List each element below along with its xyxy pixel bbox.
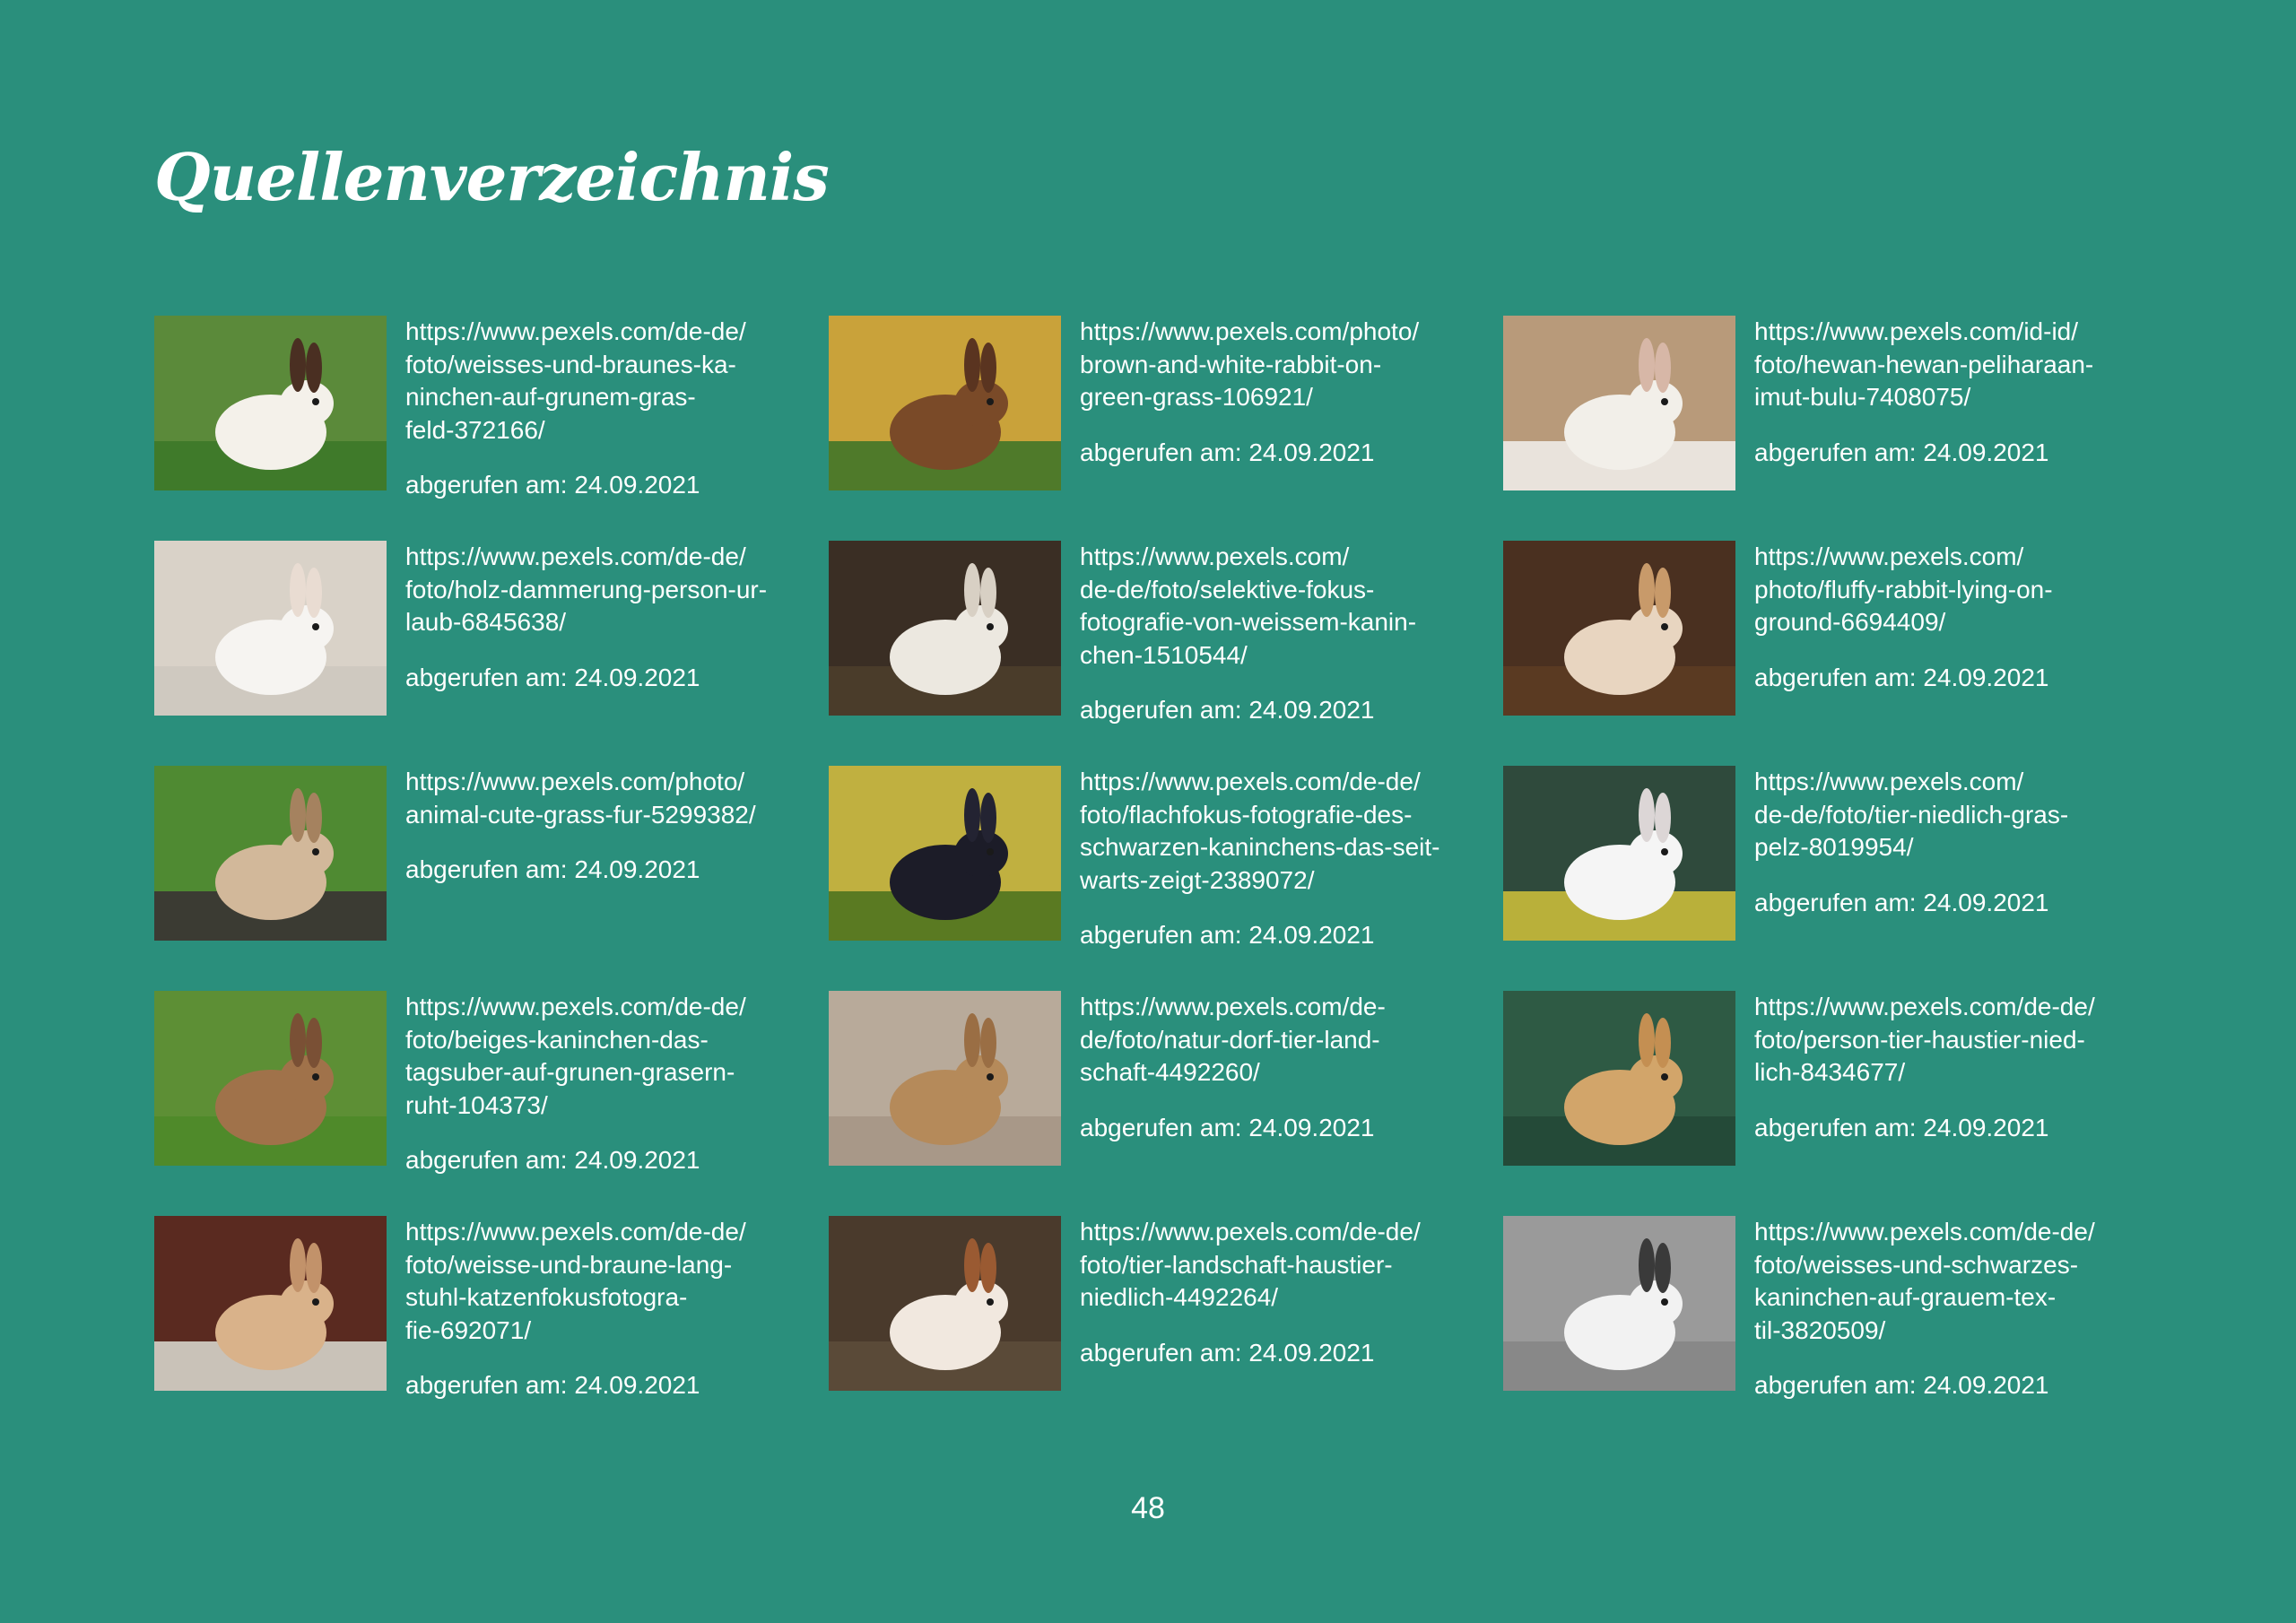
source-url-line: lich-8434677/ (1754, 1058, 1906, 1086)
source-item (154, 1216, 829, 1441)
source-url-link[interactable] (405, 1216, 800, 1347)
source-meta (405, 766, 800, 887)
source-url-line: https://www.pexels.com/de-de/ (1080, 1218, 1421, 1245)
rabbit-photo-icon (154, 316, 387, 490)
source-meta (405, 541, 800, 694)
retrieved-date: abgerufen am: 24.09.2021 (405, 663, 700, 691)
rabbit-photo-icon (829, 766, 1061, 941)
source-url-line: schaft-4492260/ (1080, 1058, 1260, 1086)
source-meta (1754, 766, 2145, 919)
source-url-line: de/foto/natur-dorf-tier-land- (1080, 1025, 1380, 1054)
source-item (154, 991, 829, 1216)
source-url-line: https://www.pexels.com/ (1754, 768, 2024, 795)
source-url-line: fotografie-von-weissem-kanin- (1080, 608, 1417, 636)
retrieved-date: abgerufen am: 24.09.2021 (405, 855, 700, 883)
source-item (829, 316, 1503, 541)
source-url-line: foto/weisses-und-braunes-ka- (405, 350, 736, 378)
source-url-line: imut-bulu-7408075/ (1754, 383, 1971, 411)
source-url-line: foto/weisse-und-braune-lang- (405, 1250, 733, 1279)
source-url-line: pelz-8019954/ (1754, 833, 1914, 861)
rabbit-photo-icon (154, 1216, 387, 1391)
source-meta (1080, 316, 1474, 469)
rabbit-photo-icon (154, 766, 387, 941)
source-url-line: https://www.pexels.com/de-de/ (405, 317, 746, 345)
source-url-link[interactable] (1080, 541, 1474, 672)
source-url-line: de-de/foto/tier-niedlich-gras- (1754, 800, 2069, 829)
source-meta (405, 991, 800, 1177)
source-url-link[interactable] (405, 316, 800, 447)
source-list (154, 316, 2145, 1441)
source-url-line: foto/weisses-und-schwarzes- (1754, 1250, 2079, 1279)
source-meta (1080, 991, 1474, 1144)
source-url-link[interactable] (405, 541, 800, 639)
retrieved-date: abgerufen am: 24.09.2021 (1080, 921, 1375, 949)
source-url-line: foto/flachfokus-fotografie-des- (1080, 800, 1413, 829)
retrieved-date: abgerufen am: 24.09.2021 (1080, 1113, 1375, 1141)
source-url-line: https://www.pexels.com/de-de/ (1754, 1218, 2095, 1245)
source-meta (1754, 991, 2145, 1144)
source-url-line: https://www.pexels.com/ (1754, 542, 2024, 570)
source-meta (1754, 541, 2145, 694)
source-url-line: ninchen-auf-grunem-gras- (405, 383, 696, 411)
retrieved-date: abgerufen am: 24.09.2021 (1754, 438, 2049, 466)
source-item (829, 541, 1503, 766)
source-url-link[interactable] (1080, 991, 1474, 1089)
source-item (154, 766, 829, 991)
source-meta (1080, 1216, 1474, 1369)
source-item (154, 316, 829, 541)
source-url-line: https://www.pexels.com/photo/ (405, 768, 745, 795)
source-url-link[interactable] (1080, 316, 1474, 414)
source-url-line: https://www.pexels.com/photo/ (1080, 317, 1420, 345)
source-url-line: tagsuber-auf-grunen-grasern- (405, 1058, 735, 1086)
source-url-link[interactable] (1080, 766, 1474, 897)
source-item (829, 1216, 1503, 1441)
source-meta (405, 1216, 800, 1402)
source-url-line: brown-and-white-rabbit-on- (1080, 350, 1382, 378)
source-url-line: animal-cute-grass-fur-5299382/ (405, 800, 756, 829)
retrieved-date: abgerufen am: 24.09.2021 (1754, 888, 2049, 916)
source-url-line: green-grass-106921/ (1080, 383, 1313, 411)
source-url-line: stuhl-katzenfokusfotogra- (405, 1283, 688, 1311)
retrieved-date: abgerufen am: 24.09.2021 (1754, 1113, 2049, 1141)
retrieved-date: abgerufen am: 24.09.2021 (1080, 438, 1375, 466)
source-meta (1080, 541, 1474, 727)
source-url-line: foto/tier-landschaft-haustier- (1080, 1250, 1393, 1279)
source-url-line: laub-6845638/ (405, 608, 567, 636)
source-url-line: foto/holz-dammerung-person-ur- (405, 575, 768, 603)
source-url-line: https://www.pexels.com/de-de/ (405, 1218, 746, 1245)
rabbit-photo-icon (829, 316, 1061, 490)
source-url-line: de-de/foto/selektive-fokus- (1080, 575, 1375, 603)
source-url-line: schwarzen-kaninchens-das-seit- (1080, 833, 1440, 861)
source-url-line: foto/beiges-kaninchen-das- (405, 1025, 709, 1054)
retrieved-date: abgerufen am: 24.09.2021 (1080, 696, 1375, 724)
rabbit-photo-icon (1503, 1216, 1735, 1391)
source-url-link[interactable] (1754, 766, 2145, 864)
retrieved-date: abgerufen am: 24.09.2021 (405, 471, 700, 499)
rabbit-photo-icon (1503, 766, 1735, 941)
retrieved-date: abgerufen am: 24.09.2021 (1754, 663, 2049, 691)
source-url-line: foto/hewan-hewan-peliharaan- (1754, 350, 2094, 378)
source-url-line: https://www.pexels.com/de-de/ (1754, 993, 2095, 1020)
source-meta (405, 316, 800, 502)
source-url-link[interactable] (405, 991, 800, 1122)
rabbit-photo-icon (1503, 316, 1735, 490)
source-url-line: https://www.pexels.com/de-de/ (405, 993, 746, 1020)
page-number: 48 (1131, 1491, 1165, 1525)
source-item (1503, 541, 2145, 766)
source-meta (1080, 766, 1474, 952)
rabbit-photo-icon (829, 1216, 1061, 1391)
source-url-line: kaninchen-auf-grauem-tex- (1754, 1283, 2057, 1311)
source-item (1503, 316, 2145, 541)
source-url-link[interactable] (1080, 1216, 1474, 1315)
source-url-link[interactable] (405, 766, 800, 831)
retrieved-date: abgerufen am: 24.09.2021 (405, 1371, 700, 1399)
source-url-line: warts-zeigt-2389072/ (1080, 865, 1315, 894)
rabbit-photo-icon (829, 991, 1061, 1166)
source-url-link[interactable] (1754, 991, 2145, 1089)
source-item (154, 541, 829, 766)
source-url-line: https://www.pexels.com/de-de/ (405, 542, 746, 570)
source-url-line: niedlich-4492264/ (1080, 1283, 1279, 1311)
source-url-link[interactable] (1754, 541, 2145, 639)
rabbit-photo-icon (154, 541, 387, 716)
source-item (1503, 991, 2145, 1216)
page-title: Quellenverzeichnis (154, 139, 829, 215)
source-item (1503, 766, 2145, 991)
source-meta (1754, 1216, 2145, 1402)
rabbit-photo-icon (154, 991, 387, 1166)
source-item (1503, 1216, 2145, 1441)
source-url-line: til-3820509/ (1754, 1315, 1886, 1344)
source-url-line: ruht-104373/ (405, 1090, 548, 1119)
source-url-line: https://www.pexels.com/de- (1080, 993, 1386, 1020)
source-item (829, 766, 1503, 991)
source-url-line: https://www.pexels.com/de-de/ (1080, 768, 1421, 795)
source-url-line: ground-6694409/ (1754, 608, 1946, 636)
rabbit-photo-icon (1503, 541, 1735, 716)
source-meta (1754, 316, 2145, 469)
retrieved-date: abgerufen am: 24.09.2021 (405, 1146, 700, 1174)
retrieved-date: abgerufen am: 24.09.2021 (1080, 1338, 1375, 1367)
source-url-line: https://www.pexels.com/ (1080, 542, 1350, 570)
source-url-line: photo/fluffy-rabbit-lying-on- (1754, 575, 2053, 603)
source-url-link[interactable] (1754, 316, 2145, 414)
rabbit-photo-icon (1503, 991, 1735, 1166)
source-url-line: feld-372166/ (405, 415, 545, 444)
retrieved-date: abgerufen am: 24.09.2021 (1754, 1371, 2049, 1399)
source-item (829, 991, 1503, 1216)
source-url-line: chen-1510544/ (1080, 640, 1248, 669)
source-url-line: fie-692071/ (405, 1315, 532, 1344)
source-url-line: foto/person-tier-haustier-nied- (1754, 1025, 2085, 1054)
source-url-line: https://www.pexels.com/id-id/ (1754, 317, 2079, 345)
rabbit-photo-icon (829, 541, 1061, 716)
source-url-link[interactable] (1754, 1216, 2145, 1347)
